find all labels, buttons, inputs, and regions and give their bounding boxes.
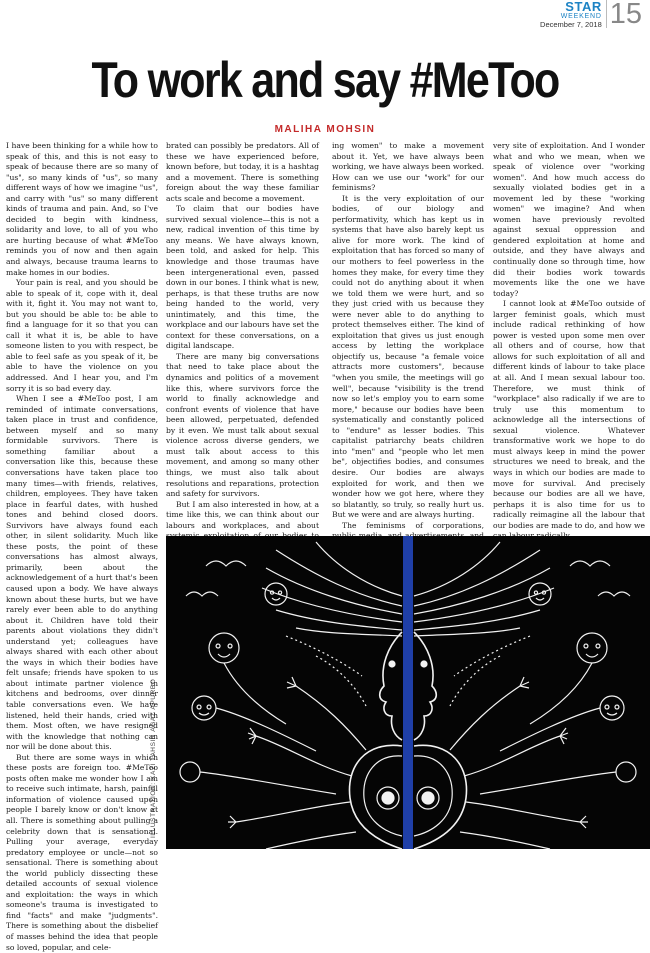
paragraph: Your pain is real, and you should be able to speak of it, cope with it, deal with it, fight it. You may not want to, but you should be able to: be able to find a language for it so that you can call it what it is, be able to have someone listen to you with respect, be able to feel safe as you speak of it, be able to have the violence on you addressed. And I hear you, and I'm sorry it is so bad every day.: [6, 278, 158, 393]
brand-section: WEEKEND: [560, 13, 602, 20]
paragraph: To claim that our bodies have survived sexual violence—this is not a new, radical invention of this time by any means. We have always known, been told, and asked for help. This knowledge and those traumas have been intergenerational even, passed down in our bones. I think what is new, perhaps, is that these truths are now being handed to the world, very unintimately, and this time, the workplace and our labours have set the context for these conversations, on a digital landscape.: [166, 204, 319, 351]
masthead-brand-block: [540, 0, 602, 29]
paragraph: I cannot look at #MeToo outside of larger feminist goals, which must include radical rethinking of how power is vested upon some men over all others and of course, how that allows for such exploitation of all and different kinds of labour to take place at all. And I mean sexual labour too. Therefore, we must think of "workplace" also radically if we are to truly use this momentum to acknowledge all the intersections of sexual violence. Whatever transformative work we hope to do must always keep in mind the power structures we need to break, and the ways in which our bodies are made to move for survival. And precisely because our bodies are all we have, perhaps it is also time for us to radically reimagine all the labour that our bodies are made to do, and how we: [493, 299, 645, 530]
page-number: 15: [606, 0, 642, 28]
article-column-4: [493, 141, 645, 529]
paragraph: But there are some ways in which these posts are foreign too. #MeToo posts often make me wonder how I am to receive such intimate, harsh, painful information of violence caused upon people I barely know or don't know at all. There is something about pulling a celebrity down that is sensational. Pulling your average, everyday predatory employee or uncle—not so sensational. There is something about the world publicly dissecting these detailed accounts of sexual violence and exploitation: the ways in which someone's trauma is investigated to find "facts" and make "judgments". There is something about the disbelief of masses behind the idea that people so loved, popular, and cele-: [6, 752, 158, 952]
paragraph: brated can possibly be predators. All of these we have experienced before, known before, but today, it is a hashtag and a movement. There is something foreign about the way these familiar acts scale and become a movement.: [166, 141, 319, 203]
paragraph: But I am also interested in how, at a time like this, we can think about our labours and workplaces, and about: [166, 499, 319, 530]
paragraph: When I see a #MeToo post, I am reminded of intimate conversations, taken place in trust and confidence, between myself and so many formidable survivors. There is something familiar about a conversation like this, because these conversations have taken place too many times—with friends, relatives, children, employees. They have taken place in fearful dates, with hushed tones and behind closed doors. Survivors have always found each other, in silent solidarity. Much like these posts, the point of these conversations has almost always, primarily, been about the acknowledgement of a hurt that's been caused upon a body. We have always known about these hurts, but we have rarely ever been able to do anything about it. Children have told their parents about violations they didn't understand yet; colleagues have always shared with each other about the ways in which their bodies have felt unsafe; friends have spoken to us about intimate partner violence in kitchens and bedrooms, over dinner table conversations even. We have listened, held their hands, cried with them. Most often, we have resigned with the knowledge that nothing can nor will be done about this.: [6, 394, 158, 752]
paragraph: ing women" to make a movement about it. Yet, we have always been working, we have always been worked. How can we use our "work" for our feminisms?: [332, 141, 484, 193]
blue-divider: [403, 536, 413, 849]
brand-logo: STAR: [565, 0, 602, 14]
mirrored-faces-illustration: [166, 536, 650, 849]
article-byline: MALIHA MOHSIN: [274, 124, 376, 135]
paragraph: I have been thinking for a while how to speak of this, and this is not easy to speak of because there are so many of "us", so many kinds of "us", so many different ways of how we imagine "us", and carry with "us" so many different kinds of trauma and pain. And, so I've decided to begin with kindness, solidarity and love, to all of you who are hurting because of what #MeToo reminds you of now and then again and always, because trauma learns to make homes in our bodies.: [6, 141, 158, 277]
paragraph: very site of exploitation. And I wonder what and who we mean, when we speak of violence over "working women". And how much access do sexually violated bodies get in a movement led by these "working women" we imagine? And when women have previously revolted against sexual oppression and gendered exploitation at home and outside, and they have always and continually done so through time, how did their bodies work towards movements like the one we have today?: [493, 141, 645, 298]
illustration-credit: ILLUSTRATION: KAZI TAHSIN AGAZ APURBO: [150, 678, 157, 838]
paragraph: There are many big conversations that need to take place about the dynamics and politics of a movement like this, where survivors force the world to finally acknowledge and confront events of violence that have been allowed, perpetuated, defended by it even. We must talk about sexual violence across diverse genders, we must talk about access to this movement, and among so many other things, we must also talk about resolutions and reparations, protection and safety for survivors.: [166, 351, 319, 499]
article-headline: To work and say #MeToo: [91, 52, 559, 108]
article-column-2: [166, 141, 319, 529]
masthead: [540, 0, 642, 34]
paragraph: It is the very exploitation of our bodies, of our biology and performativity, which has kept us in systems that have also barely kept us alive for more work. The kind of exploitation that has forced so many of our mothers to feel powerless in the homes they make, for every time they could not do anything about it when we told them we were hurt, and so they just cried with us because they were never able to do anything to protect themselves either. The kind of exploitation that gives us just enough access by letting the workplace objectify us, because "a female voice attracts more customers", because "when you smile, the meetings will go well", because "visibility is the trend now so let's employ you to earn some more," because our bodies have been systematically and constantly policed to "endure" as lesser bodies. This capitalist patriarchy beats children into "men" and "people who let men be", objectifies bodies, and consumes desire. Our bodies are always exploited for work, and then we wonder how we got here, where they so blatantly, so truly, so really hurt us. But we were and are always hurting.: [332, 193, 484, 520]
article-illustration: [166, 536, 650, 849]
paragraph: The feminisms of corporations,: [342, 520, 484, 530]
article-column-1: [6, 141, 158, 952]
article-column-3: [332, 141, 484, 529]
issue-date: December 7, 2018: [540, 20, 602, 29]
